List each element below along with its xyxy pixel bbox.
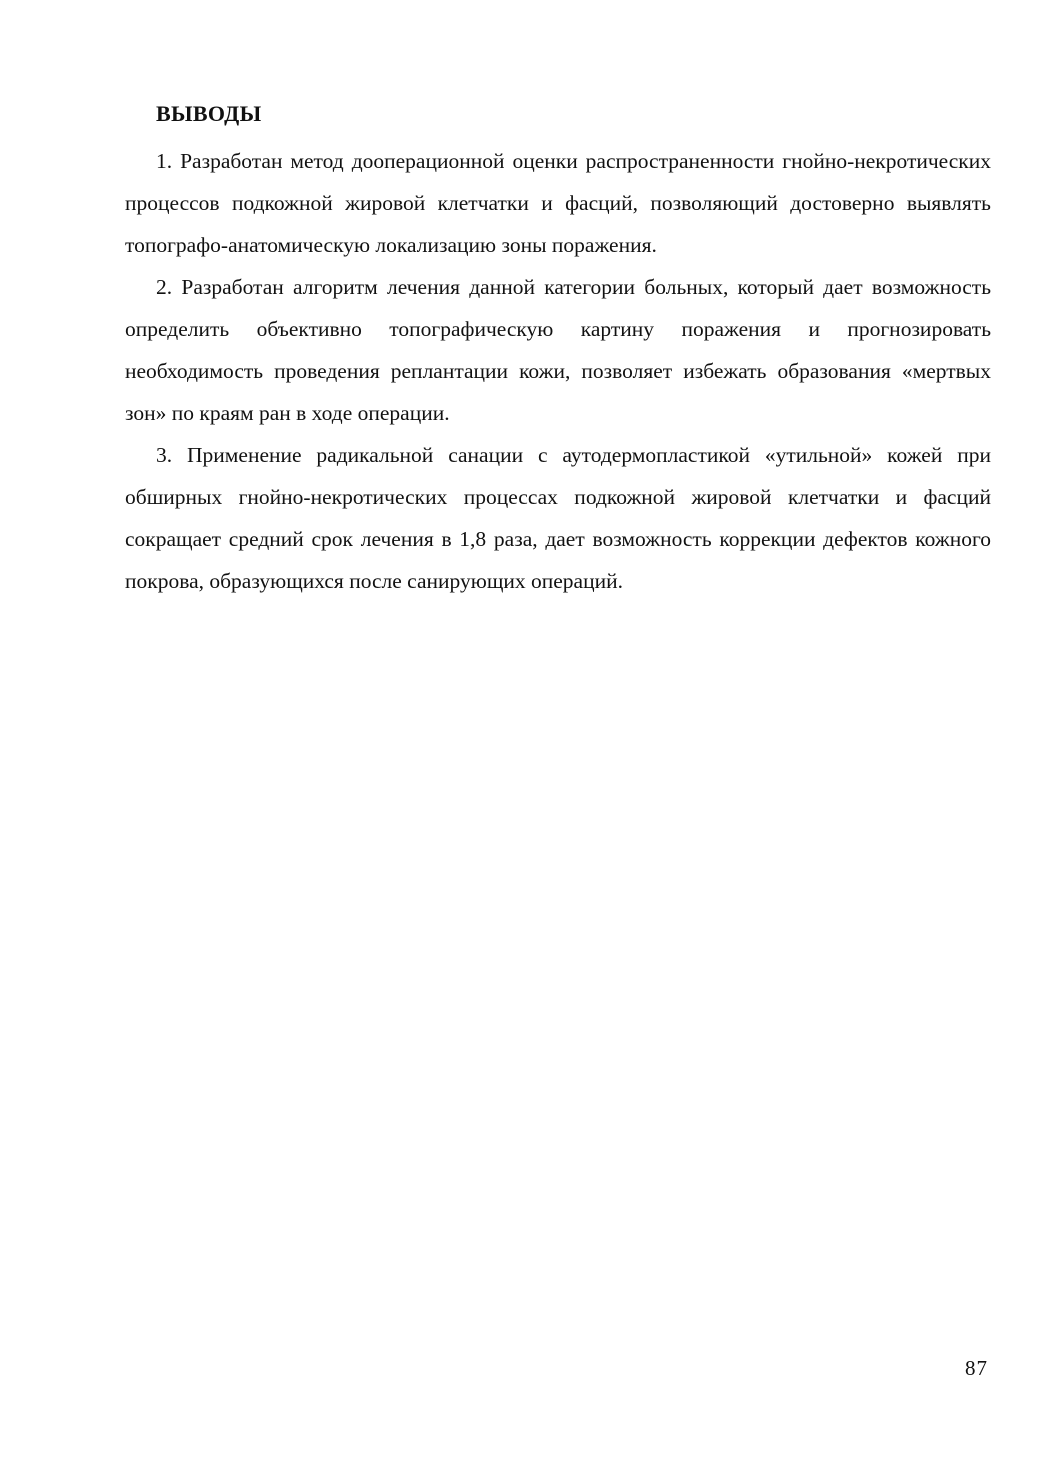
- conclusion-paragraph-3: 3. Применение радикальной санации с аутодермопластикой «утильной» кожей при обширных гнойно-некротических процессах подкожной жировой клетчатки и фасций сокращает средний срок лечения в 1,8 раза, дает возможность коррекции дефектов кожного покрова, образующихся после санирующих операций.: [125, 443, 991, 593]
- page-number: 87: [965, 1356, 988, 1380]
- conclusion-paragraph-2: 2. Разработан алгоритм лечения данной категории больных, который дает возможность определить объективно топографическую картину поражения и прогнозировать необходимость проведения реплантации кожи, позволяет избежать образования «мертвых зон» по краям ран в ходе операции.: [125, 275, 991, 425]
- conclusion-paragraph-1: 1. Разработан метод дооперационной оценки распространенности гнойно-некротических процессов подкожной жировой клетчатки и фасций, позволяющий достоверно выявлять топографо-анатомическую локализацию зоны поражения.: [125, 149, 991, 257]
- section-heading: ВЫВОДЫ: [156, 101, 262, 126]
- conclusions-list: [125, 140, 991, 602]
